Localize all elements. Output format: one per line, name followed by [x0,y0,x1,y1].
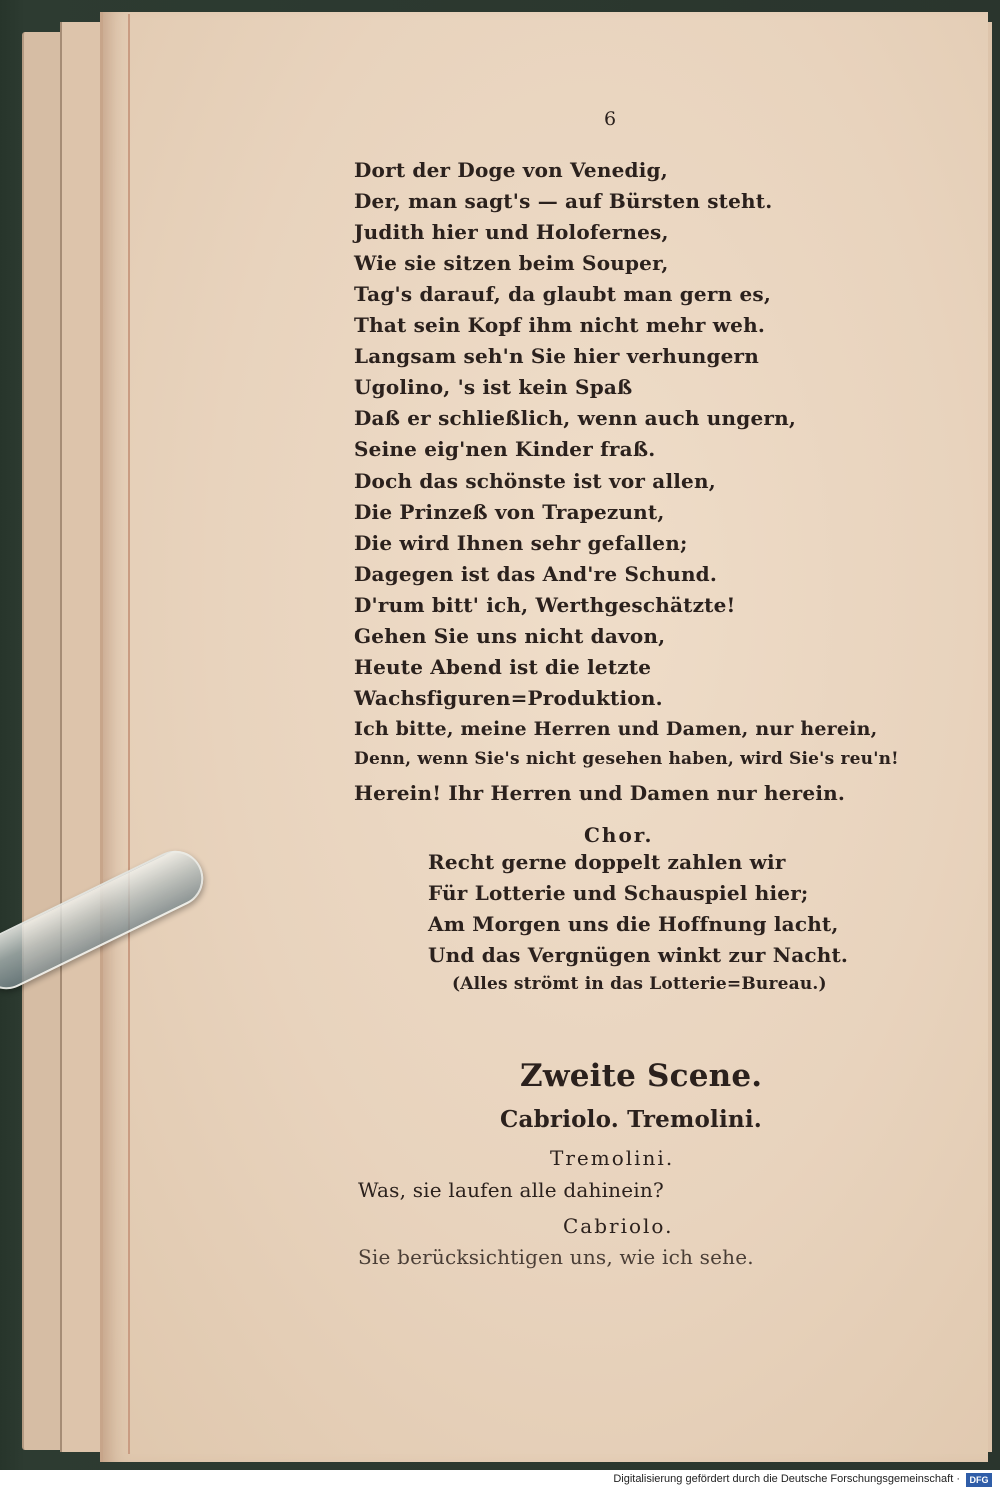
speaker-name: Tremolini. [550,1146,675,1170]
verse-line: Wachsfiguren=Produktion. [354,686,663,710]
chorus-heading: Chor. [584,823,654,847]
verse-line: Dagegen ist das And're Schund. [354,562,718,586]
chorus-line: Für Lotterie und Schauspiel hier; [428,881,809,905]
verse-line: Langsam seh'n Sie hier verhungern [354,344,760,368]
verse-line: Herein! Ihr Herren und Damen nur herein. [354,781,846,805]
verse-line: Judith hier und Holofernes, [354,220,669,244]
funding-credit: Digitalisierung gefördert durch die Deutsche Forschungsgemeinschaft · [613,1473,960,1485]
dialogue-line: Was, sie laufen alle dahinein? [358,1178,664,1202]
dialogue-line: Sie berücksichtigen uns, wie ich sehe. [358,1245,754,1269]
verse-line: Die wird Ihnen sehr gefallen; [354,531,688,555]
verse-line: Der, man sagt's — auf Bürsten steht. [354,189,773,213]
verse-line: Ugolino, 's ist kein Spaß [354,375,633,399]
scene-title: Zweite Scene. [520,1058,763,1094]
verse-line: Denn, wenn Sie's nicht gesehen haben, wird Sie's reu'n! [354,749,899,769]
verse-line: Wie sie sitzen beim Souper, [354,251,669,275]
page-fold-line [128,14,130,1454]
chorus-line: Am Morgen uns die Hoffnung lacht, [428,912,839,936]
verse-line: Tag's darauf, da glaubt man gern es, [354,282,772,306]
stage-direction: (Alles strömt in das Lotterie=Bureau.) [452,974,827,994]
page-number: 6 [604,108,617,130]
speaker-name: Cabriolo. [563,1214,674,1238]
verse-line: Heute Abend ist die letzte [354,655,652,679]
chorus-line: Und das Vergnügen winkt zur Nacht. [428,943,849,967]
dfg-logo: DFG [966,1473,992,1487]
verse-line: Seine eig'nen Kinder fraß. [354,437,656,461]
scene-characters: Cabriolo. Tremolini. [500,1106,762,1133]
verse-line: Daß er schließlich, wenn auch ungern, [354,406,797,430]
verse-line: Gehen Sie uns nicht davon, [354,624,666,648]
verse-line: Die Prinzeß von Trapezunt, [354,500,665,524]
verse-line: Dort der Doge von Venedig, [354,158,668,182]
verse-line: D'rum bitt' ich, Werthgeschätzte! [354,593,736,617]
verse-line: That sein Kopf ihm nicht mehr weh. [354,313,765,337]
verse-line: Doch das schönste ist vor allen, [354,469,716,493]
chorus-line: Recht gerne doppelt zahlen wir [428,850,786,874]
verse-line: Ich bitte, meine Herren und Damen, nur herein, [354,718,878,740]
